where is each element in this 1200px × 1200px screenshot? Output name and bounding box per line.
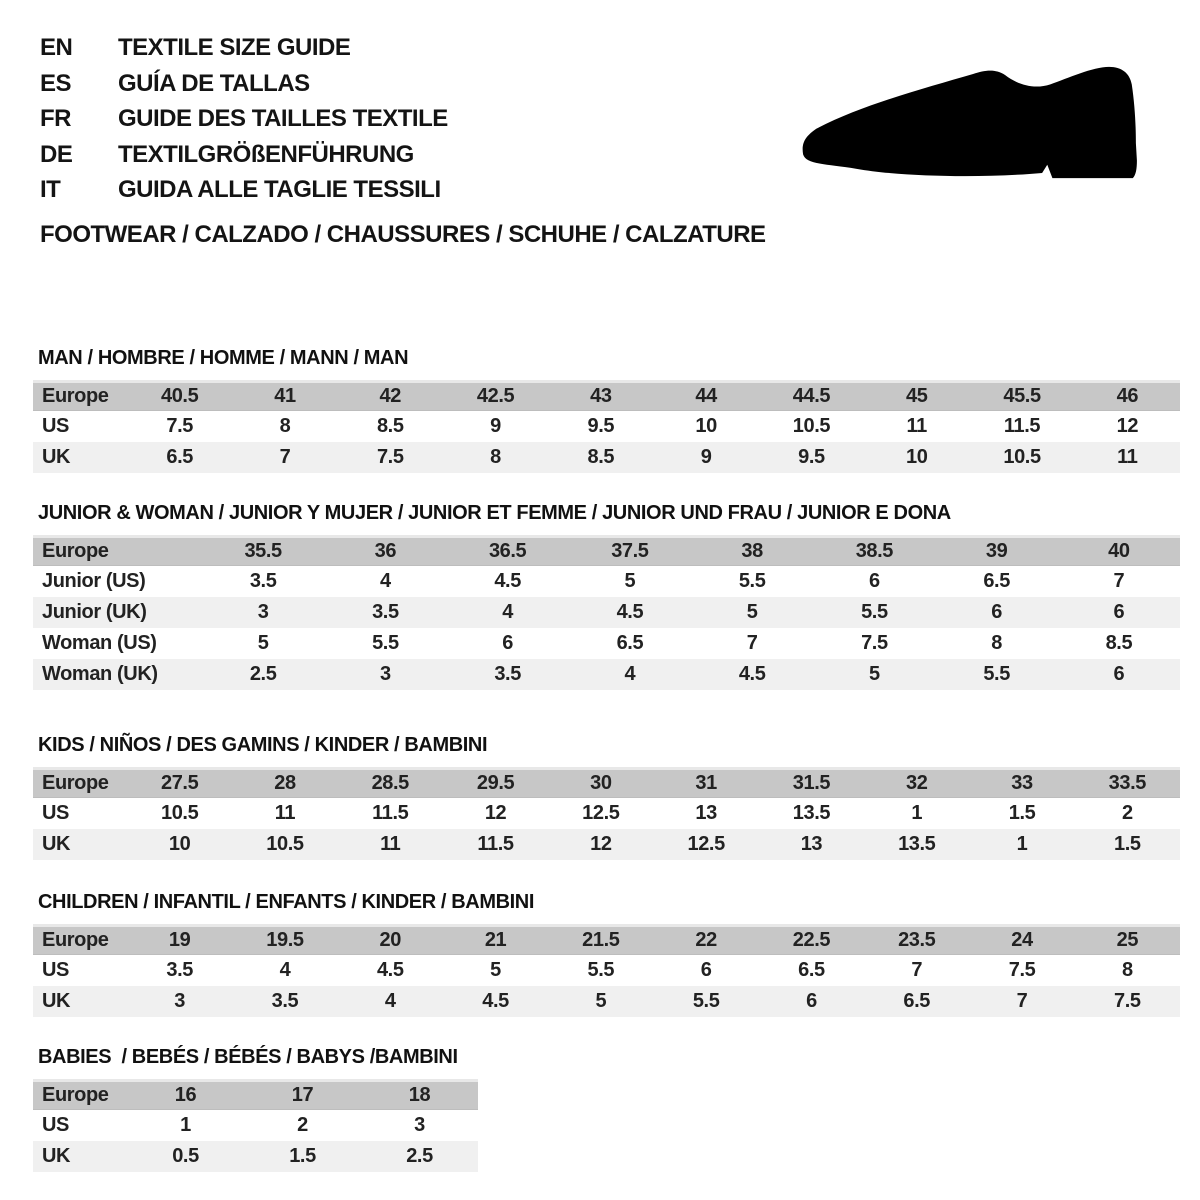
size-value-cell: 12	[548, 829, 653, 860]
size-value-cell: 5.5	[936, 659, 1058, 690]
size-value-cell: 28.5	[338, 767, 443, 798]
size-value-cell: 40	[1058, 535, 1180, 566]
size-value-cell: 11	[274, 802, 296, 824]
size-value-cell: 7	[1113, 570, 1125, 592]
size-value-cell: 8.5	[376, 415, 404, 437]
language-row-en	[40, 30, 448, 66]
size-value-cell: 24	[969, 924, 1074, 955]
size-value-cell: 16	[127, 1079, 244, 1110]
size-value-cell: 6.5	[983, 570, 1010, 592]
size-value-cell: 4.5	[569, 597, 691, 628]
size-table	[33, 380, 1180, 473]
size-value-cell: 38.5	[813, 535, 935, 566]
size-value-cell: 7.5	[338, 442, 443, 473]
language-list	[40, 30, 448, 208]
size-value-cell: 8	[279, 415, 291, 437]
size-value-cell: 29.5	[443, 767, 548, 798]
size-value-cell: 10.5	[792, 415, 831, 437]
size-value-cell: 33.5	[1075, 767, 1180, 798]
size-value-cell: 2	[297, 1114, 308, 1136]
size-table-header-row	[33, 380, 1180, 411]
size-value-cell: 3	[414, 1114, 425, 1136]
row-label: US	[42, 802, 69, 824]
language-code: ES	[40, 69, 72, 97]
size-table-row	[33, 955, 1180, 986]
size-value-cell: 28	[232, 767, 337, 798]
language-code: FR	[40, 105, 71, 132]
size-value-cell: 3	[202, 597, 324, 628]
size-table-row	[33, 798, 1180, 829]
size-value-cell: 1.5	[1008, 802, 1036, 824]
size-value-cell: 38	[691, 535, 813, 566]
size-value-cell: 22	[653, 924, 758, 955]
size-value-cell: 31	[653, 767, 758, 798]
size-value-cell: 19.5	[232, 924, 337, 955]
language-code: DE	[40, 140, 73, 168]
size-value-cell: 44.5	[759, 380, 864, 411]
size-value-cell: 45.5	[969, 380, 1074, 411]
size-value-cell: 21.5	[548, 924, 653, 955]
size-value-cell: 13	[695, 802, 717, 824]
size-table-container	[33, 767, 1180, 860]
size-value-cell: 4.5	[376, 959, 404, 981]
size-value-cell: 10.5	[232, 829, 337, 860]
language-label: TEXTILGRÖßENFÜHRUNG	[118, 140, 414, 168]
size-value-cell: 6	[936, 597, 1058, 628]
size-value-cell: 25	[1075, 924, 1180, 955]
section-title: KIDS / NIÑOS / DES GAMINS / KINDER / BAMBINI	[38, 734, 488, 756]
size-value-cell: 13.5	[792, 802, 831, 824]
size-value-cell: 8	[1121, 959, 1133, 981]
row-label: US	[42, 959, 69, 981]
row-label: UK	[33, 986, 127, 1017]
size-value-cell: 11	[1075, 442, 1180, 473]
language-row-de	[40, 137, 448, 173]
dress-shoe-icon	[800, 62, 1140, 186]
size-value-cell: 2	[1121, 802, 1133, 824]
language-label: GUIDE DES TAILLES TEXTILE	[118, 105, 448, 132]
row-label: UK	[33, 829, 127, 860]
language-label: GUÍA DE TALLAS	[118, 69, 310, 97]
language-row-es	[40, 66, 448, 102]
size-value-cell: 3.5	[324, 597, 446, 628]
row-label: UK	[33, 1141, 127, 1172]
section-junior-woman	[33, 503, 1180, 690]
size-value-cell: 10	[864, 442, 969, 473]
size-table-container	[33, 380, 1180, 473]
size-value-cell: 6	[1058, 659, 1180, 690]
size-value-cell: 10	[695, 415, 717, 437]
row-label: Europe	[33, 535, 202, 566]
size-value-cell: 5.5	[813, 597, 935, 628]
size-value-cell: 8.5	[548, 442, 653, 473]
size-table	[33, 767, 1180, 860]
size-value-cell: 7	[746, 632, 758, 654]
size-value-cell: 7.5	[1008, 959, 1036, 981]
size-value-cell: 4	[279, 959, 291, 981]
size-table-header-row	[33, 535, 1180, 566]
size-value-cell: 0.5	[127, 1141, 244, 1172]
language-code: EN	[40, 34, 73, 61]
size-value-cell: 12.5	[582, 802, 620, 824]
size-value-cell: 3.5	[232, 986, 337, 1017]
language-code: IT	[40, 176, 61, 203]
size-table-row	[33, 659, 1180, 690]
size-value-cell: 6.5	[616, 632, 644, 654]
size-value-cell: 12	[1116, 415, 1139, 437]
row-label: UK	[33, 442, 127, 473]
size-value-cell: 8.5	[1105, 632, 1133, 654]
size-value-cell: 4.5	[494, 570, 521, 592]
size-table-header-row	[33, 767, 1180, 798]
size-table	[33, 924, 1180, 1017]
size-table-row	[33, 566, 1180, 597]
section-man	[33, 348, 1180, 473]
size-value-cell: 3.5	[166, 959, 193, 981]
size-value-cell: 11.5	[1003, 415, 1041, 437]
size-value-cell: 5	[691, 597, 813, 628]
size-value-cell: 6	[869, 570, 880, 592]
row-label: Junior (UK)	[33, 597, 202, 628]
size-value-cell: 10.5	[969, 442, 1074, 473]
size-value-cell: 1	[180, 1114, 191, 1136]
size-value-cell: 11.5	[443, 829, 548, 860]
size-value-cell: 32	[864, 767, 969, 798]
size-value-cell: 5.5	[587, 959, 615, 981]
language-label: TEXTILE SIZE GUIDE	[118, 34, 351, 61]
size-table-row	[33, 1110, 478, 1141]
size-value-cell: 6.5	[127, 442, 232, 473]
size-value-cell: 5	[548, 986, 653, 1017]
size-value-cell: 7.5	[1075, 986, 1180, 1017]
row-label: US	[42, 1114, 69, 1136]
size-table-container	[33, 1079, 1180, 1172]
row-label: Woman (US)	[42, 632, 157, 654]
size-value-cell: 2.5	[361, 1141, 478, 1172]
size-value-cell: 8	[443, 442, 548, 473]
section-kids	[33, 735, 1180, 860]
size-value-cell: 20	[338, 924, 443, 955]
size-value-cell: 4	[380, 570, 391, 592]
section-babies	[33, 1047, 1180, 1172]
size-value-cell: 42.5	[443, 380, 548, 411]
size-value-cell: 41	[232, 380, 337, 411]
size-value-cell: 4.5	[691, 659, 813, 690]
size-value-cell: 5	[624, 570, 636, 592]
size-value-cell: 1.5	[1075, 829, 1180, 860]
size-value-cell: 3.5	[249, 570, 277, 592]
size-value-cell: 6	[502, 632, 513, 654]
size-value-cell: 9.5	[759, 442, 864, 473]
size-value-cell: 10.5	[160, 802, 199, 824]
size-value-cell: 22.5	[759, 924, 864, 955]
size-value-cell: 23.5	[864, 924, 969, 955]
size-value-cell: 13	[759, 829, 864, 860]
size-value-cell: 5	[490, 959, 501, 981]
size-table-row	[33, 628, 1180, 659]
size-value-cell: 9.5	[587, 415, 615, 437]
size-value-cell: 6.5	[864, 986, 969, 1017]
section-title: CHILDREN / INFANTIL / ENFANTS / KINDER / BAMBINI	[38, 891, 534, 913]
size-value-cell: 1.5	[244, 1141, 361, 1172]
size-value-cell: 4	[447, 597, 569, 628]
section-title: MAN / HOMBRE / HOMME / MANN / MAN	[38, 347, 409, 369]
size-value-cell: 36.5	[447, 535, 569, 566]
size-value-cell: 27.5	[127, 767, 232, 798]
size-value-cell: 9	[653, 442, 758, 473]
size-value-cell: 6	[700, 959, 712, 981]
size-value-cell: 18	[361, 1079, 478, 1110]
size-table-row	[33, 442, 1180, 473]
size-table-header-row	[33, 924, 1180, 955]
size-value-cell: 5.5	[653, 986, 758, 1017]
size-value-cell: 40.5	[127, 380, 232, 411]
size-table-container	[33, 535, 1180, 690]
size-table-row	[33, 829, 1180, 860]
size-value-cell: 4.5	[443, 986, 548, 1017]
size-table-row	[33, 1141, 478, 1172]
size-value-cell: 7.5	[166, 415, 193, 437]
size-value-cell: 39	[936, 535, 1058, 566]
size-value-cell: 1	[911, 802, 923, 824]
category-title: FOOTWEAR / CALZADO / CHAUSSURES / SCHUHE / CALZATURE	[40, 221, 766, 248]
size-value-cell: 43	[548, 380, 653, 411]
size-value-cell: 19	[127, 924, 232, 955]
size-value-cell: 11.5	[372, 802, 409, 824]
size-table-container	[33, 924, 1180, 1017]
size-value-cell: 12	[484, 802, 507, 824]
row-label: Europe	[33, 924, 127, 955]
size-table	[33, 535, 1180, 690]
size-value-cell: 3.5	[447, 659, 569, 690]
row-label: Europe	[33, 380, 127, 411]
size-value-cell: 9	[490, 415, 501, 437]
size-value-cell: 21	[443, 924, 548, 955]
size-value-cell: 6	[759, 986, 864, 1017]
row-label: Woman (UK)	[33, 659, 202, 690]
size-value-cell: 2.5	[202, 659, 324, 690]
size-value-cell: 46	[1075, 380, 1180, 411]
size-value-cell: 12.5	[653, 829, 758, 860]
size-value-cell: 44	[653, 380, 758, 411]
size-table-row	[33, 986, 1180, 1017]
section-title: JUNIOR & WOMAN / JUNIOR Y MUJER / JUNIOR ET FEMME / JUNIOR UND FRAU / JUNIOR E DONA	[38, 502, 951, 524]
size-value-cell: 37.5	[569, 535, 691, 566]
row-label: Junior (US)	[42, 570, 146, 592]
size-value-cell: 17	[244, 1079, 361, 1110]
size-value-cell: 10	[127, 829, 232, 860]
size-value-cell: 6.5	[798, 959, 825, 981]
size-value-cell: 5	[813, 659, 935, 690]
language-label: GUIDA ALLE TAGLIE TESSILI	[118, 176, 441, 203]
language-row-it	[40, 172, 448, 208]
size-value-cell: 31.5	[759, 767, 864, 798]
language-row-fr	[40, 101, 448, 137]
size-value-cell: 5.5	[738, 570, 766, 592]
size-value-cell: 6	[1058, 597, 1180, 628]
size-value-cell: 11	[338, 829, 443, 860]
size-value-cell: 7	[969, 986, 1074, 1017]
size-value-cell: 35.5	[202, 535, 324, 566]
size-table-row	[33, 597, 1180, 628]
size-value-cell: 11	[906, 415, 927, 437]
size-value-cell: 4	[338, 986, 443, 1017]
size-value-cell: 7	[911, 959, 923, 981]
size-table	[33, 1079, 478, 1172]
size-value-cell: 8	[991, 632, 1002, 654]
section-children	[33, 892, 1180, 1017]
row-label: Europe	[33, 1079, 127, 1110]
size-value-cell: 1	[969, 829, 1074, 860]
size-value-cell: 13.5	[864, 829, 969, 860]
size-value-cell: 7	[232, 442, 337, 473]
size-table-row	[33, 411, 1180, 442]
size-value-cell: 45	[864, 380, 969, 411]
size-value-cell: 3	[324, 659, 446, 690]
size-value-cell: 42	[338, 380, 443, 411]
size-value-cell: 7.5	[861, 632, 888, 654]
row-label: Europe	[33, 767, 127, 798]
size-value-cell: 3	[127, 986, 232, 1017]
size-value-cell: 5.5	[372, 632, 399, 654]
size-value-cell: 5	[257, 632, 269, 654]
row-label: US	[42, 415, 69, 437]
size-value-cell: 4	[569, 659, 691, 690]
section-title: BABIES / BEBÉS / BÉBÉS / BABYS /BAMBINI	[38, 1046, 458, 1068]
size-value-cell: 33	[969, 767, 1074, 798]
size-table-header-row	[33, 1079, 478, 1110]
size-value-cell: 36	[324, 535, 446, 566]
size-value-cell: 30	[548, 767, 653, 798]
